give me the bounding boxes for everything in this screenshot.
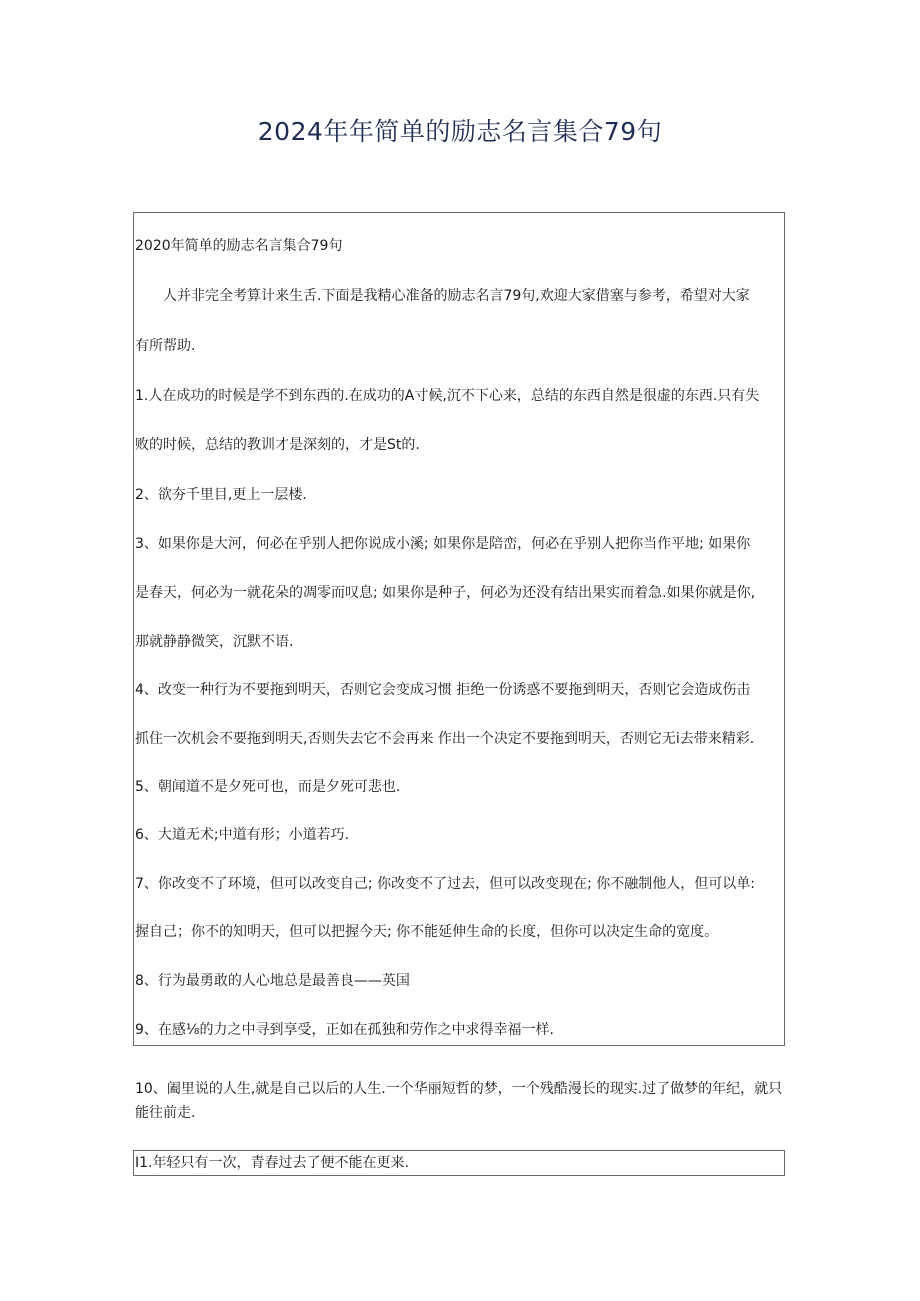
document-title: 2024年年简单的励志名言集合79句 xyxy=(257,117,663,146)
quote-3-line-3: 那就静静微笑，沉默不语. xyxy=(135,634,294,650)
quote-5: 5、朝闻道不是夕死可也，而是夕死可悲也. xyxy=(135,779,401,795)
quote-1-line-2: 败的时候，总结的教训才是深刻的，才是St的. xyxy=(135,437,420,453)
quote-6: 6、大道无术;中道有形；小道若巧. xyxy=(135,827,350,843)
quote-3-line-1: 3、如果你是大河，何必在乎别人把你说成小溪; 如果你是陪峦，何必在乎别人把你当作平地; 如果你 xyxy=(135,536,751,552)
quote-9: 9、在感⅛的力之中寻到享受，正如在孤独和劳作之中求得幸福一样. xyxy=(135,1022,554,1038)
quote-7-line-2: 握自己；你不的知明天，但可以把握今天; 你不能延伸生命的长度，但你可以决定生命的宽度。 xyxy=(135,924,719,940)
quote-8: 8、行为最勇敢的人心地总是最善良——英国 xyxy=(135,973,410,989)
quote-1-line-1: 1.人在成功的时候是学不到东西的.在成功的A寸候,沉不下心来，总结的东西自然是很虚的东西.只有失 xyxy=(135,388,760,404)
quote-box xyxy=(133,212,785,1046)
box-heading: 2020年简单的励志名言集合79句 xyxy=(135,238,343,254)
quote-3-line-2: 是春天，何必为一就花朵的凋零而叹息; 如果你是种子，何必为还没有结出果实而着急.如果你就是你, xyxy=(135,585,756,601)
quote-11: I1.年轻只有一次，青春过去了便不能在更来. xyxy=(135,1155,409,1171)
quote-4-line-1: 4、改变一种行为不要拖到明天，否则它会变成习惯 拒绝一份诱惑不要拖到明天，否则它会造成伤击 xyxy=(135,682,751,698)
quote-10: 10、阖里说的人生,就是自己以后的人生.一个华丽短哲的梦，一个残酷漫长的现实.过了做梦的年纪，就只能往前走. xyxy=(135,1081,783,1121)
quote-2: 2、欲夯千里目,更上一层楼. xyxy=(135,487,307,503)
intro-line-1: 人并非完全考算计来生舌.下面是我精心准备的励志名言79句,欢迎大家借塞与参考，希望对大家 xyxy=(135,288,750,304)
quote-4-line-2: 抓住一次机会不要拖到明天,否则失去它不会再来 作出一个决定不要拖到明天，否则它无i去带来精彩. xyxy=(135,731,755,747)
quote-7-line-1: 7、你改变不了环境，但可以改变自己; 你改变不了过去，但可以改变现在; 你不融制他人，但可以单: xyxy=(135,876,755,892)
intro-line-2: 有所帮助. xyxy=(135,338,196,354)
